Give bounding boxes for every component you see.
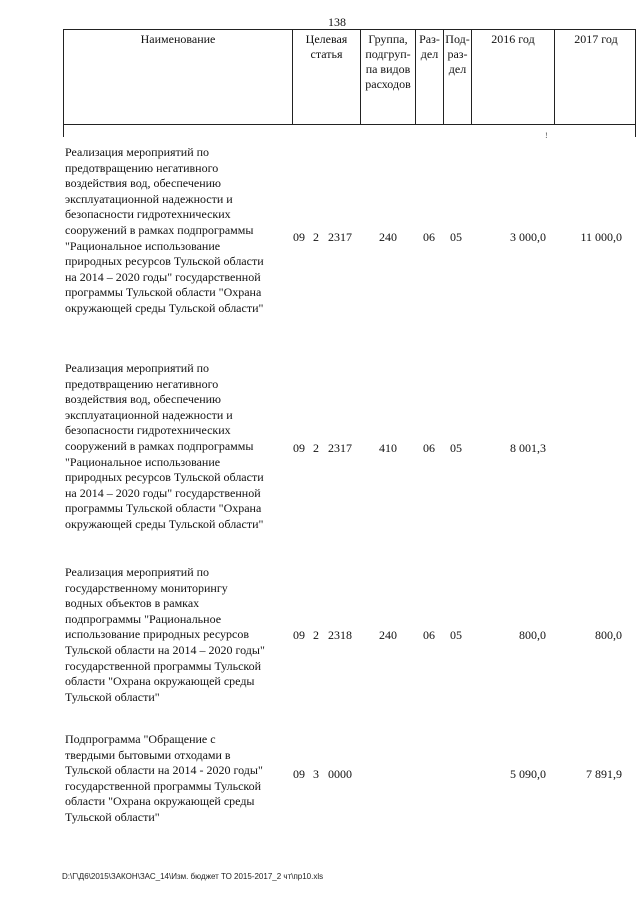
page-number: 138 — [328, 15, 346, 29]
table-row — [0, 361, 640, 541]
table-row — [0, 565, 640, 710]
table-header-continuation — [63, 125, 636, 137]
row-section: 06 — [423, 628, 435, 642]
row-subsection: 05 — [450, 628, 462, 642]
row-2016: 8 001,3 — [510, 441, 546, 455]
row-group: 240 — [379, 628, 397, 642]
row-code-3: 2317 — [328, 230, 352, 244]
row-name: Подпрограмма "Обращение с твердыми бытовыми отходами в Тульской области на 2014 - 2020 годы" государственной программы Тульской области "Охрана окружающей среды Тульской области" — [65, 732, 263, 824]
row-code-3: 0000 — [328, 767, 352, 781]
row-code-3: 2317 — [328, 441, 352, 455]
row-code-2: 2 — [313, 230, 319, 244]
header-name: Наименование — [140, 32, 216, 46]
header-year-2017: 2017 год — [554, 30, 637, 124]
header-year-2016: 2016 год — [471, 30, 554, 124]
row-code-3: 2318 — [328, 628, 352, 642]
header-expense-group: Группа, подгруп- па видов расходов — [360, 30, 415, 124]
row-2016: 3 000,0 — [510, 230, 546, 244]
row-name: Реализация мероприятий по предотвращению негативного воздействия вод, обеспечению эксплуатационной надежности и безопасности гидротехнических сооружений в рамках подпрограммы "Рациональное использование природных ресурсов Тульской области на 2014 – 2020 годы" государственной программы Тульской области "Охрана окружающей среды Тульской области" — [65, 145, 264, 315]
row-name: Реализация мероприятий по государственному мониторингу водных объектов в рамках подпрограммы "Рациональное использование природных ресурсов Тульской области на 2014 – 2020 годы" государственной программы Тульской области "Охрана окружающей среды Тульской области" — [65, 565, 265, 704]
table-header — [63, 29, 636, 125]
header-subsection: Под- раз- дел — [443, 30, 471, 124]
row-subsection: 05 — [450, 441, 462, 455]
scan-mark: ! — [545, 131, 548, 140]
row-code-1: 09 — [293, 441, 305, 455]
row-subsection: 05 — [450, 230, 462, 244]
row-code-1: 09 — [293, 230, 305, 244]
table-row — [0, 732, 640, 832]
header-section: Раз- дел — [415, 30, 443, 124]
row-code-2: 2 — [313, 441, 319, 455]
row-section: 06 — [423, 441, 435, 455]
row-name: Реализация мероприятий по предотвращению негативного воздействия вод, обеспечению эксплуатационной надежности и безопасности гидротехнических сооружений в рамках подпрограммы "Рациональное использование природных ресурсов Тульской области на 2014 – 2020 годы" государственной программы Тульской области "Охрана окружающей среды Тульской области" — [65, 361, 264, 531]
file-path-footer: D:\Г\Д6\2015\ЗАКОН\ЗАС_14\Изм. бюджет ТО 2015-2017_2 чт\пр10.xls — [62, 872, 324, 881]
row-2016: 800,0 — [519, 628, 546, 642]
row-section: 06 — [423, 230, 435, 244]
row-code-2: 2 — [313, 628, 319, 642]
row-2017: 11 000,0 — [580, 230, 622, 244]
row-code-1: 09 — [293, 628, 305, 642]
row-2016: 5 090,0 — [510, 767, 546, 781]
row-2017: 7 891,9 — [586, 767, 622, 781]
row-2017: 800,0 — [595, 628, 622, 642]
row-group: 410 — [379, 441, 397, 455]
header-target-article: Целевая статья — [292, 30, 360, 124]
row-group: 240 — [379, 230, 397, 244]
row-code-1: 09 — [293, 767, 305, 781]
table-row — [0, 145, 640, 325]
row-code-2: 3 — [313, 767, 319, 781]
